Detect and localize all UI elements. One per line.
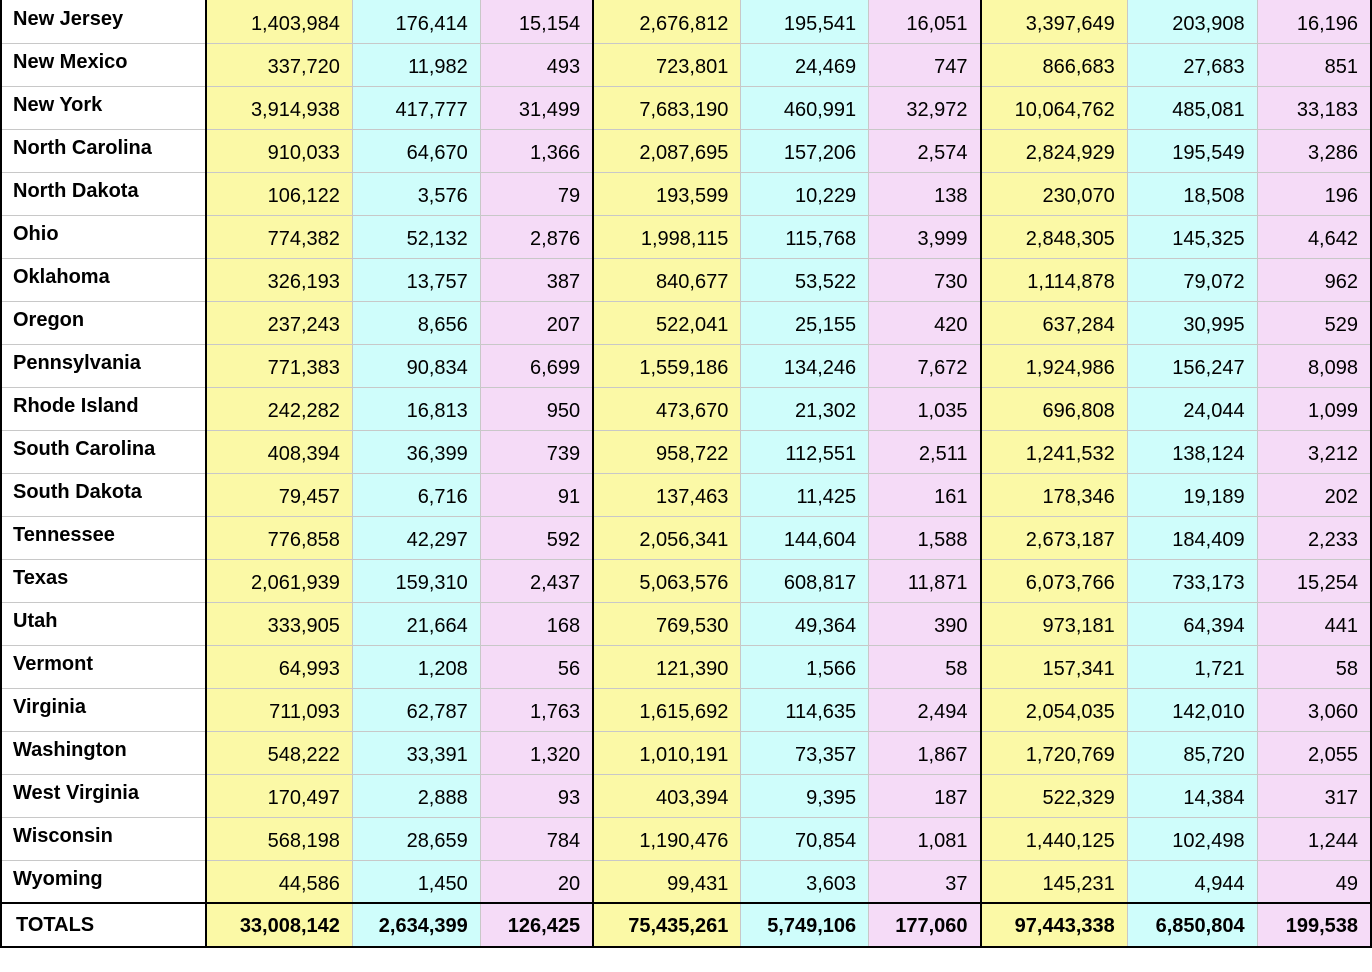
col4-value[interactable]: 723,801 xyxy=(593,43,741,86)
col6-value[interactable]: 2,511 xyxy=(869,430,981,473)
col2-value[interactable]: 2,634,399 xyxy=(352,903,480,947)
col5-value[interactable]: 195,541 xyxy=(741,0,869,43)
col2-value[interactable]: 33,391 xyxy=(352,731,480,774)
col2-value[interactable]: 13,757 xyxy=(352,258,480,301)
state-name-cell[interactable]: Oregon xyxy=(1,301,206,344)
col3-value[interactable]: 31,499 xyxy=(480,86,593,129)
col2-value[interactable]: 8,656 xyxy=(352,301,480,344)
col8-value[interactable]: 142,010 xyxy=(1127,688,1257,731)
col6-value[interactable]: 16,051 xyxy=(869,0,981,43)
state-name-cell[interactable]: New Mexico xyxy=(1,43,206,86)
col8-value[interactable]: 145,325 xyxy=(1127,215,1257,258)
col2-value[interactable]: 3,576 xyxy=(352,172,480,215)
col3-value[interactable]: 56 xyxy=(480,645,593,688)
col1-value[interactable]: 568,198 xyxy=(206,817,353,860)
table-row xyxy=(1,473,1371,516)
col4-value[interactable]: 1,010,191 xyxy=(593,731,741,774)
state-name-cell[interactable]: New York xyxy=(1,86,206,129)
col7-value[interactable]: 2,824,929 xyxy=(981,129,1128,172)
col7-value[interactable]: 230,070 xyxy=(981,172,1128,215)
col9-value[interactable]: 33,183 xyxy=(1257,86,1371,129)
col1-value[interactable]: 711,093 xyxy=(206,688,353,731)
col9-value[interactable]: 851 xyxy=(1257,43,1371,86)
state-name-cell[interactable]: Texas xyxy=(1,559,206,602)
state-name-cell[interactable]: North Dakota xyxy=(1,172,206,215)
state-name-cell[interactable]: North Carolina xyxy=(1,129,206,172)
col7-value[interactable]: 3,397,649 xyxy=(981,0,1128,43)
col1-value[interactable]: 170,497 xyxy=(206,774,353,817)
col6-value[interactable]: 187 xyxy=(869,774,981,817)
col9-value[interactable]: 3,060 xyxy=(1257,688,1371,731)
col7-value[interactable]: 2,054,035 xyxy=(981,688,1128,731)
table-row xyxy=(1,860,1371,903)
col6-value[interactable]: 747 xyxy=(869,43,981,86)
col2-value[interactable]: 90,834 xyxy=(352,344,480,387)
col5-value[interactable]: 114,635 xyxy=(741,688,869,731)
col9-value[interactable]: 2,055 xyxy=(1257,731,1371,774)
col2-value[interactable]: 36,399 xyxy=(352,430,480,473)
col3-value[interactable]: 1,763 xyxy=(480,688,593,731)
col6-value[interactable]: 161 xyxy=(869,473,981,516)
col7-value[interactable]: 696,808 xyxy=(981,387,1128,430)
col5-value[interactable]: 73,357 xyxy=(741,731,869,774)
col1-value[interactable]: 106,122 xyxy=(206,172,353,215)
col5-value[interactable]: 70,854 xyxy=(741,817,869,860)
col3-value[interactable]: 168 xyxy=(480,602,593,645)
table-row xyxy=(1,387,1371,430)
col9-value[interactable]: 2,233 xyxy=(1257,516,1371,559)
col3-value[interactable]: 1,366 xyxy=(480,129,593,172)
col1-value[interactable]: 333,905 xyxy=(206,602,353,645)
col4-value[interactable]: 522,041 xyxy=(593,301,741,344)
state-name-cell[interactable]: New Jersey xyxy=(1,0,206,43)
col4-value[interactable]: 769,530 xyxy=(593,602,741,645)
table-row xyxy=(1,559,1371,602)
col8-value[interactable]: 485,081 xyxy=(1127,86,1257,129)
state-name-cell[interactable]: Oklahoma xyxy=(1,258,206,301)
col4-value[interactable]: 193,599 xyxy=(593,172,741,215)
col6-value[interactable]: 2,494 xyxy=(869,688,981,731)
col8-value[interactable]: 85,720 xyxy=(1127,731,1257,774)
col5-value[interactable]: 1,566 xyxy=(741,645,869,688)
col3-value[interactable]: 79 xyxy=(480,172,593,215)
state-name-cell[interactable]: Wyoming xyxy=(1,860,206,903)
totals-row xyxy=(1,903,1371,947)
col4-value[interactable]: 121,390 xyxy=(593,645,741,688)
col7-value[interactable]: 1,114,878 xyxy=(981,258,1128,301)
col3-value[interactable]: 950 xyxy=(480,387,593,430)
state-name-cell[interactable]: Wisconsin xyxy=(1,817,206,860)
col3-value[interactable]: 2,876 xyxy=(480,215,593,258)
col1-value[interactable]: 910,033 xyxy=(206,129,353,172)
table-row xyxy=(1,602,1371,645)
state-name-cell[interactable]: Vermont xyxy=(1,645,206,688)
col9-value[interactable]: 16,196 xyxy=(1257,0,1371,43)
table-row xyxy=(1,43,1371,86)
col8-value[interactable]: 156,247 xyxy=(1127,344,1257,387)
col5-value[interactable]: 11,425 xyxy=(741,473,869,516)
state-name-cell[interactable]: Washington xyxy=(1,731,206,774)
col3-value[interactable]: 387 xyxy=(480,258,593,301)
col3-value[interactable]: 1,320 xyxy=(480,731,593,774)
col9-value[interactable]: 529 xyxy=(1257,301,1371,344)
col7-value[interactable]: 2,673,187 xyxy=(981,516,1128,559)
col1-value[interactable]: 242,282 xyxy=(206,387,353,430)
col9-value[interactable]: 202 xyxy=(1257,473,1371,516)
state-name-cell[interactable]: Tennessee xyxy=(1,516,206,559)
table-row xyxy=(1,645,1371,688)
col6-value[interactable]: 11,871 xyxy=(869,559,981,602)
col7-value[interactable]: 637,284 xyxy=(981,301,1128,344)
table-row xyxy=(1,86,1371,129)
col9-value[interactable]: 3,286 xyxy=(1257,129,1371,172)
col9-value[interactable]: 317 xyxy=(1257,774,1371,817)
col2-value[interactable]: 417,777 xyxy=(352,86,480,129)
col3-value[interactable]: 91 xyxy=(480,473,593,516)
col5-value[interactable]: 21,302 xyxy=(741,387,869,430)
table-body xyxy=(1,0,1371,947)
col9-value[interactable]: 1,099 xyxy=(1257,387,1371,430)
col8-value[interactable]: 195,549 xyxy=(1127,129,1257,172)
col8-value[interactable]: 184,409 xyxy=(1127,516,1257,559)
col1-value[interactable]: 3,914,938 xyxy=(206,86,353,129)
col6-value[interactable]: 7,672 xyxy=(869,344,981,387)
col2-value[interactable]: 28,659 xyxy=(352,817,480,860)
table-row xyxy=(1,516,1371,559)
col2-value[interactable]: 176,414 xyxy=(352,0,480,43)
col2-value[interactable]: 16,813 xyxy=(352,387,480,430)
table-row xyxy=(1,430,1371,473)
col3-value[interactable]: 739 xyxy=(480,430,593,473)
table-row xyxy=(1,688,1371,731)
col3-value[interactable]: 493 xyxy=(480,43,593,86)
col2-value[interactable]: 11,982 xyxy=(352,43,480,86)
col1-value[interactable]: 548,222 xyxy=(206,731,353,774)
col1-value[interactable]: 771,383 xyxy=(206,344,353,387)
col5-value[interactable]: 5,749,106 xyxy=(741,903,869,947)
col4-value[interactable]: 2,087,695 xyxy=(593,129,741,172)
col1-value[interactable]: 774,382 xyxy=(206,215,353,258)
col2-value[interactable]: 21,664 xyxy=(352,602,480,645)
col8-value[interactable]: 6,850,804 xyxy=(1127,903,1257,947)
table-row xyxy=(1,172,1371,215)
table-row xyxy=(1,344,1371,387)
col7-value[interactable]: 866,683 xyxy=(981,43,1128,86)
col4-value[interactable]: 473,670 xyxy=(593,387,741,430)
table-row xyxy=(1,215,1371,258)
col5-value[interactable]: 157,206 xyxy=(741,129,869,172)
col7-value[interactable]: 157,341 xyxy=(981,645,1128,688)
col4-value[interactable]: 1,615,692 xyxy=(593,688,741,731)
col3-value[interactable]: 592 xyxy=(480,516,593,559)
col4-value[interactable]: 1,190,476 xyxy=(593,817,741,860)
col2-value[interactable]: 2,888 xyxy=(352,774,480,817)
table-row xyxy=(1,129,1371,172)
col2-value[interactable]: 62,787 xyxy=(352,688,480,731)
col9-value[interactable]: 196 xyxy=(1257,172,1371,215)
col5-value[interactable]: 49,364 xyxy=(741,602,869,645)
col7-value[interactable]: 10,064,762 xyxy=(981,86,1128,129)
col4-value[interactable]: 1,998,115 xyxy=(593,215,741,258)
col2-value[interactable]: 52,132 xyxy=(352,215,480,258)
col5-value[interactable]: 608,817 xyxy=(741,559,869,602)
col1-value[interactable]: 337,720 xyxy=(206,43,353,86)
col3-value[interactable]: 207 xyxy=(480,301,593,344)
col4-value[interactable]: 1,559,186 xyxy=(593,344,741,387)
col9-value[interactable]: 15,254 xyxy=(1257,559,1371,602)
col7-value[interactable]: 97,443,338 xyxy=(981,903,1128,947)
col2-value[interactable]: 1,450 xyxy=(352,860,480,903)
col8-value[interactable]: 102,498 xyxy=(1127,817,1257,860)
col9-value[interactable]: 1,244 xyxy=(1257,817,1371,860)
col2-value[interactable]: 64,670 xyxy=(352,129,480,172)
col7-value[interactable]: 1,924,986 xyxy=(981,344,1128,387)
col2-value[interactable]: 159,310 xyxy=(352,559,480,602)
col1-value[interactable]: 64,993 xyxy=(206,645,353,688)
col3-value[interactable]: 126,425 xyxy=(480,903,593,947)
col4-value[interactable]: 137,463 xyxy=(593,473,741,516)
col3-value[interactable]: 15,154 xyxy=(480,0,593,43)
col5-value[interactable]: 24,469 xyxy=(741,43,869,86)
state-name-cell[interactable]: West Virginia xyxy=(1,774,206,817)
col2-value[interactable]: 6,716 xyxy=(352,473,480,516)
col9-value[interactable]: 962 xyxy=(1257,258,1371,301)
table-row xyxy=(1,258,1371,301)
col1-value[interactable]: 79,457 xyxy=(206,473,353,516)
col7-value[interactable]: 6,073,766 xyxy=(981,559,1128,602)
col1-value[interactable]: 326,193 xyxy=(206,258,353,301)
col5-value[interactable]: 144,604 xyxy=(741,516,869,559)
col1-value[interactable]: 44,586 xyxy=(206,860,353,903)
col6-value[interactable]: 1,588 xyxy=(869,516,981,559)
col3-value[interactable]: 93 xyxy=(480,774,593,817)
col8-value[interactable]: 1,721 xyxy=(1127,645,1257,688)
col1-value[interactable]: 33,008,142 xyxy=(206,903,353,947)
col5-value[interactable]: 115,768 xyxy=(741,215,869,258)
col5-value[interactable]: 3,603 xyxy=(741,860,869,903)
col7-value[interactable]: 522,329 xyxy=(981,774,1128,817)
table-row xyxy=(1,301,1371,344)
col8-value[interactable]: 138,124 xyxy=(1127,430,1257,473)
table-row xyxy=(1,774,1371,817)
state-name-cell[interactable]: Pennsylvania xyxy=(1,344,206,387)
table-row xyxy=(1,0,1371,43)
col8-value[interactable]: 30,995 xyxy=(1127,301,1257,344)
col9-value[interactable]: 3,212 xyxy=(1257,430,1371,473)
col4-value[interactable]: 2,056,341 xyxy=(593,516,741,559)
col8-value[interactable]: 733,173 xyxy=(1127,559,1257,602)
col6-value[interactable]: 3,999 xyxy=(869,215,981,258)
col4-value[interactable]: 403,394 xyxy=(593,774,741,817)
col5-value[interactable]: 134,246 xyxy=(741,344,869,387)
col1-value[interactable]: 1,403,984 xyxy=(206,0,353,43)
col5-value[interactable]: 25,155 xyxy=(741,301,869,344)
col8-value[interactable]: 27,683 xyxy=(1127,43,1257,86)
table-row xyxy=(1,817,1371,860)
col3-value[interactable]: 2,437 xyxy=(480,559,593,602)
col6-value[interactable]: 1,867 xyxy=(869,731,981,774)
col1-value[interactable]: 776,858 xyxy=(206,516,353,559)
col7-value[interactable]: 145,231 xyxy=(981,860,1128,903)
col8-value[interactable]: 24,044 xyxy=(1127,387,1257,430)
col6-value[interactable]: 420 xyxy=(869,301,981,344)
state-name-cell[interactable]: South Carolina xyxy=(1,430,206,473)
col9-value[interactable]: 8,098 xyxy=(1257,344,1371,387)
col8-value[interactable]: 14,384 xyxy=(1127,774,1257,817)
col8-value[interactable]: 18,508 xyxy=(1127,172,1257,215)
state-name-cell[interactable]: Rhode Island xyxy=(1,387,206,430)
col7-value[interactable]: 2,848,305 xyxy=(981,215,1128,258)
col9-value[interactable]: 49 xyxy=(1257,860,1371,903)
col7-value[interactable]: 1,440,125 xyxy=(981,817,1128,860)
col9-value[interactable]: 58 xyxy=(1257,645,1371,688)
col5-value[interactable]: 9,395 xyxy=(741,774,869,817)
col6-value[interactable]: 390 xyxy=(869,602,981,645)
state-name-cell[interactable]: Virginia xyxy=(1,688,206,731)
col6-value[interactable]: 37 xyxy=(869,860,981,903)
col9-value[interactable]: 199,538 xyxy=(1257,903,1371,947)
col4-value[interactable]: 2,676,812 xyxy=(593,0,741,43)
col5-value[interactable]: 53,522 xyxy=(741,258,869,301)
totals-label[interactable]: TOTALS xyxy=(1,903,206,947)
col6-value[interactable]: 177,060 xyxy=(869,903,981,947)
col3-value[interactable]: 784 xyxy=(480,817,593,860)
col6-value[interactable]: 1,081 xyxy=(869,817,981,860)
col4-value[interactable]: 75,435,261 xyxy=(593,903,741,947)
col4-value[interactable]: 7,683,190 xyxy=(593,86,741,129)
col6-value[interactable]: 32,972 xyxy=(869,86,981,129)
col1-value[interactable]: 408,394 xyxy=(206,430,353,473)
col4-value[interactable]: 99,431 xyxy=(593,860,741,903)
col8-value[interactable]: 19,189 xyxy=(1127,473,1257,516)
col5-value[interactable]: 10,229 xyxy=(741,172,869,215)
col8-value[interactable]: 4,944 xyxy=(1127,860,1257,903)
state-name-cell[interactable]: Ohio xyxy=(1,215,206,258)
col6-value[interactable]: 1,035 xyxy=(869,387,981,430)
col5-value[interactable]: 112,551 xyxy=(741,430,869,473)
col8-value[interactable]: 79,072 xyxy=(1127,258,1257,301)
col6-value[interactable]: 138 xyxy=(869,172,981,215)
col8-value[interactable]: 203,908 xyxy=(1127,0,1257,43)
table-row xyxy=(1,731,1371,774)
col2-value[interactable]: 42,297 xyxy=(352,516,480,559)
col7-value[interactable]: 973,181 xyxy=(981,602,1128,645)
col7-value[interactable]: 178,346 xyxy=(981,473,1128,516)
state-name-cell[interactable]: Utah xyxy=(1,602,206,645)
col1-value[interactable]: 2,061,939 xyxy=(206,559,353,602)
col4-value[interactable]: 840,677 xyxy=(593,258,741,301)
col4-value[interactable]: 958,722 xyxy=(593,430,741,473)
col6-value[interactable]: 730 xyxy=(869,258,981,301)
col3-value[interactable]: 6,699 xyxy=(480,344,593,387)
col7-value[interactable]: 1,720,769 xyxy=(981,731,1128,774)
col5-value[interactable]: 460,991 xyxy=(741,86,869,129)
col7-value[interactable]: 1,241,532 xyxy=(981,430,1128,473)
col6-value[interactable]: 2,574 xyxy=(869,129,981,172)
col3-value[interactable]: 20 xyxy=(480,860,593,903)
col6-value[interactable]: 58 xyxy=(869,645,981,688)
col4-value[interactable]: 5,063,576 xyxy=(593,559,741,602)
state-name-cell[interactable]: South Dakota xyxy=(1,473,206,516)
col9-value[interactable]: 441 xyxy=(1257,602,1371,645)
col1-value[interactable]: 237,243 xyxy=(206,301,353,344)
col8-value[interactable]: 64,394 xyxy=(1127,602,1257,645)
col2-value[interactable]: 1,208 xyxy=(352,645,480,688)
col9-value[interactable]: 4,642 xyxy=(1257,215,1371,258)
